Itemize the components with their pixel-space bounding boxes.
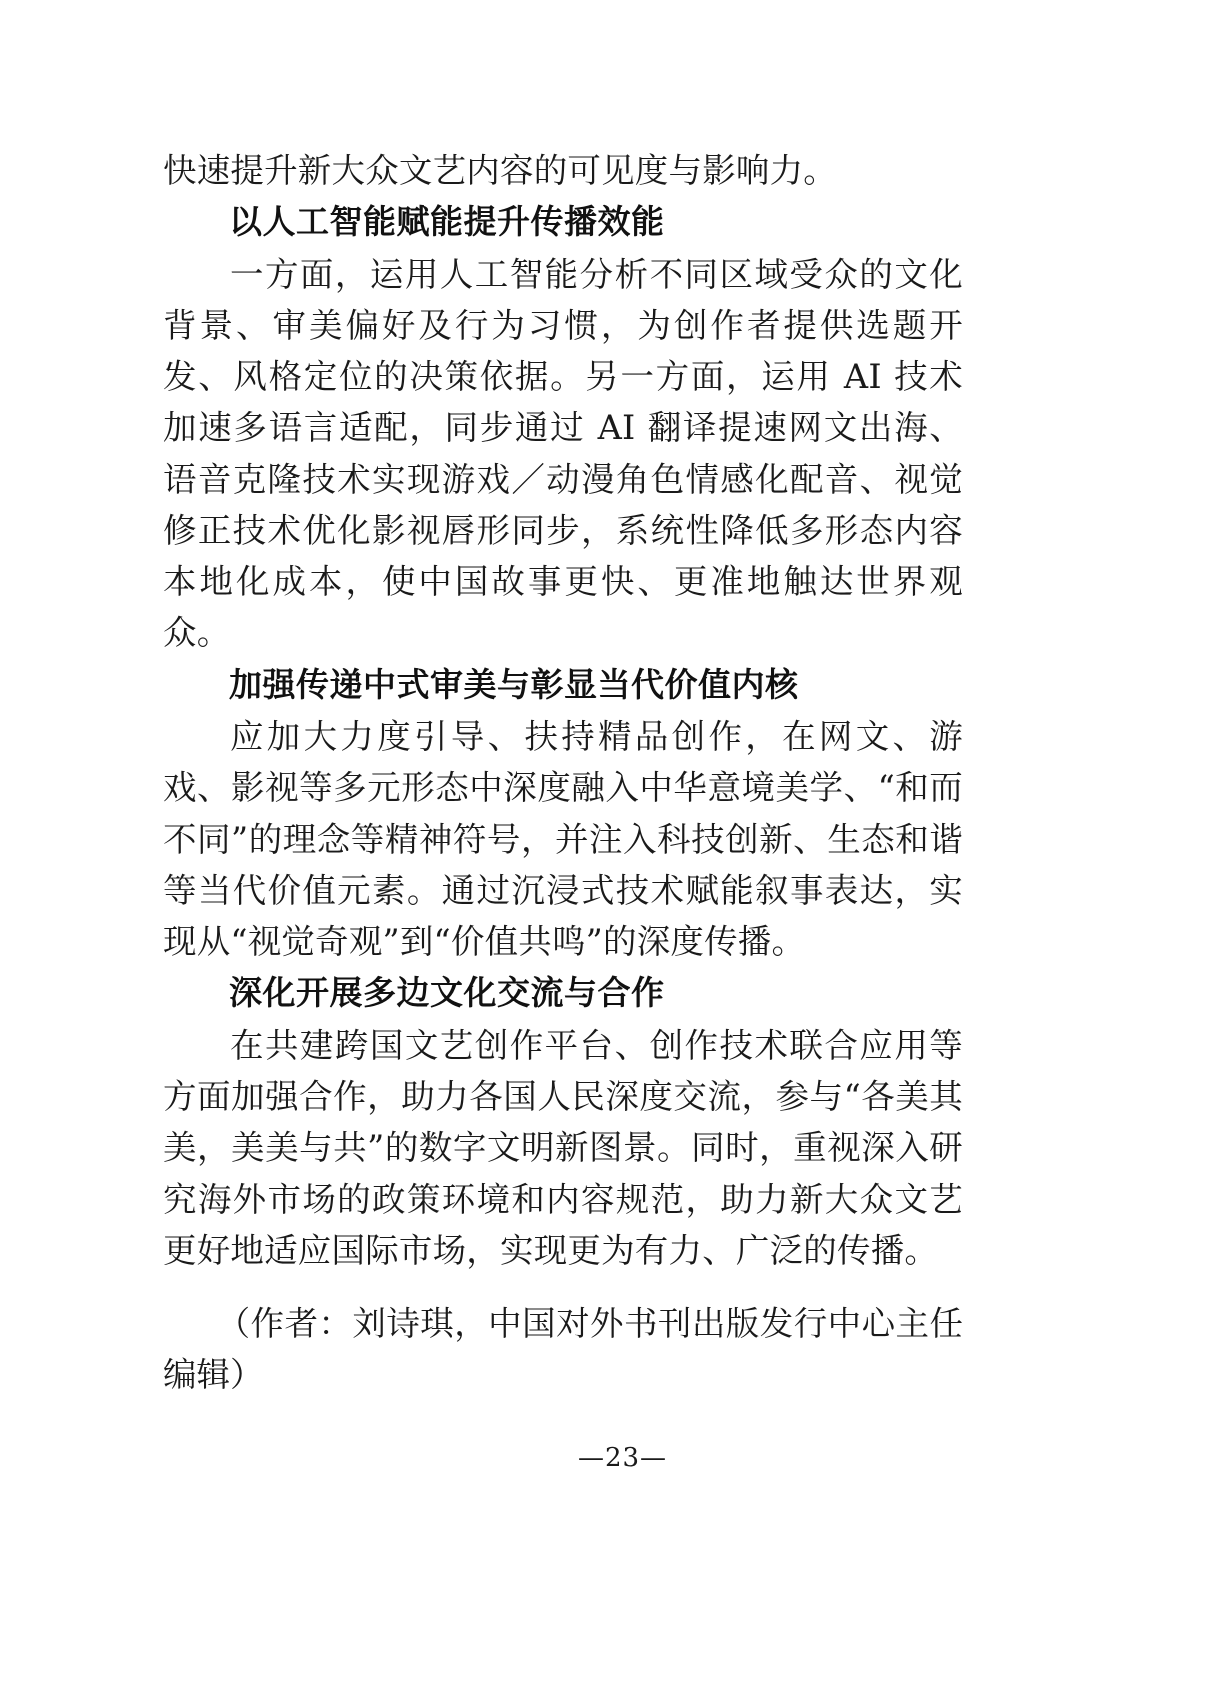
section-heading-ai-empowerment: 以人工智能赋能提升传播效能 xyxy=(229,202,665,242)
paragraph-chinese-aesthetics: 应加大力度引导、扶持精品创作，在网文、游戏、影视等多元形态中深度融入中华意境美学、“和而不同”的理念等精神符号，并注入科技创新、生态和谐等当代价值元素。通过沉浸式技术赋能叙事表达，实现从“视觉奇观”到“价值共鸣”的深度传播。 xyxy=(163,717,963,962)
page-number-footer xyxy=(0,1443,1205,1473)
page-content xyxy=(163,145,963,1401)
paragraph-multilateral-exchange: 在共建跨国文艺创作平台、创作技术联合应用等方面加强合作，助力各国人民深度交流，参与“各美其美，美美与共”的数字文明新图景。同时，重视深入研究海外市场的政策环境和内容规范，助力新大众文艺更好地适应国际市场，实现更为有力、广泛的传播。 xyxy=(163,1025,963,1270)
page-number-label: —23— xyxy=(577,1443,668,1473)
author-byline: （作者：刘诗琪，中国对外书刊出版发行中心主任编辑） xyxy=(163,1304,963,1395)
paragraph-ai-empowerment: 一方面，运用人工智能分析不同区域受众的文化背景、审美偏好及行为习惯，为创作者提供选题开发、风格定位的决策依据。另一方面，运用 AI 技术加速多语言适配，同步通过 AI 翻译提速网文出海、语音克隆技术实现游戏／动漫角色情感化配音、视觉修正技术优化影视唇形同步，系统性降低多形态内容本地化成本，使中国故事更快、更准地触达世界观众。 xyxy=(163,254,963,653)
paragraph-continued: 快速提升新大众文艺内容的可见度与影响力。 xyxy=(163,151,837,190)
section-heading-chinese-aesthetics: 加强传递中式审美与彰显当代价值内核 xyxy=(229,664,799,704)
section-heading-multilateral-exchange: 深化开展多边文化交流与合作 xyxy=(229,973,665,1013)
